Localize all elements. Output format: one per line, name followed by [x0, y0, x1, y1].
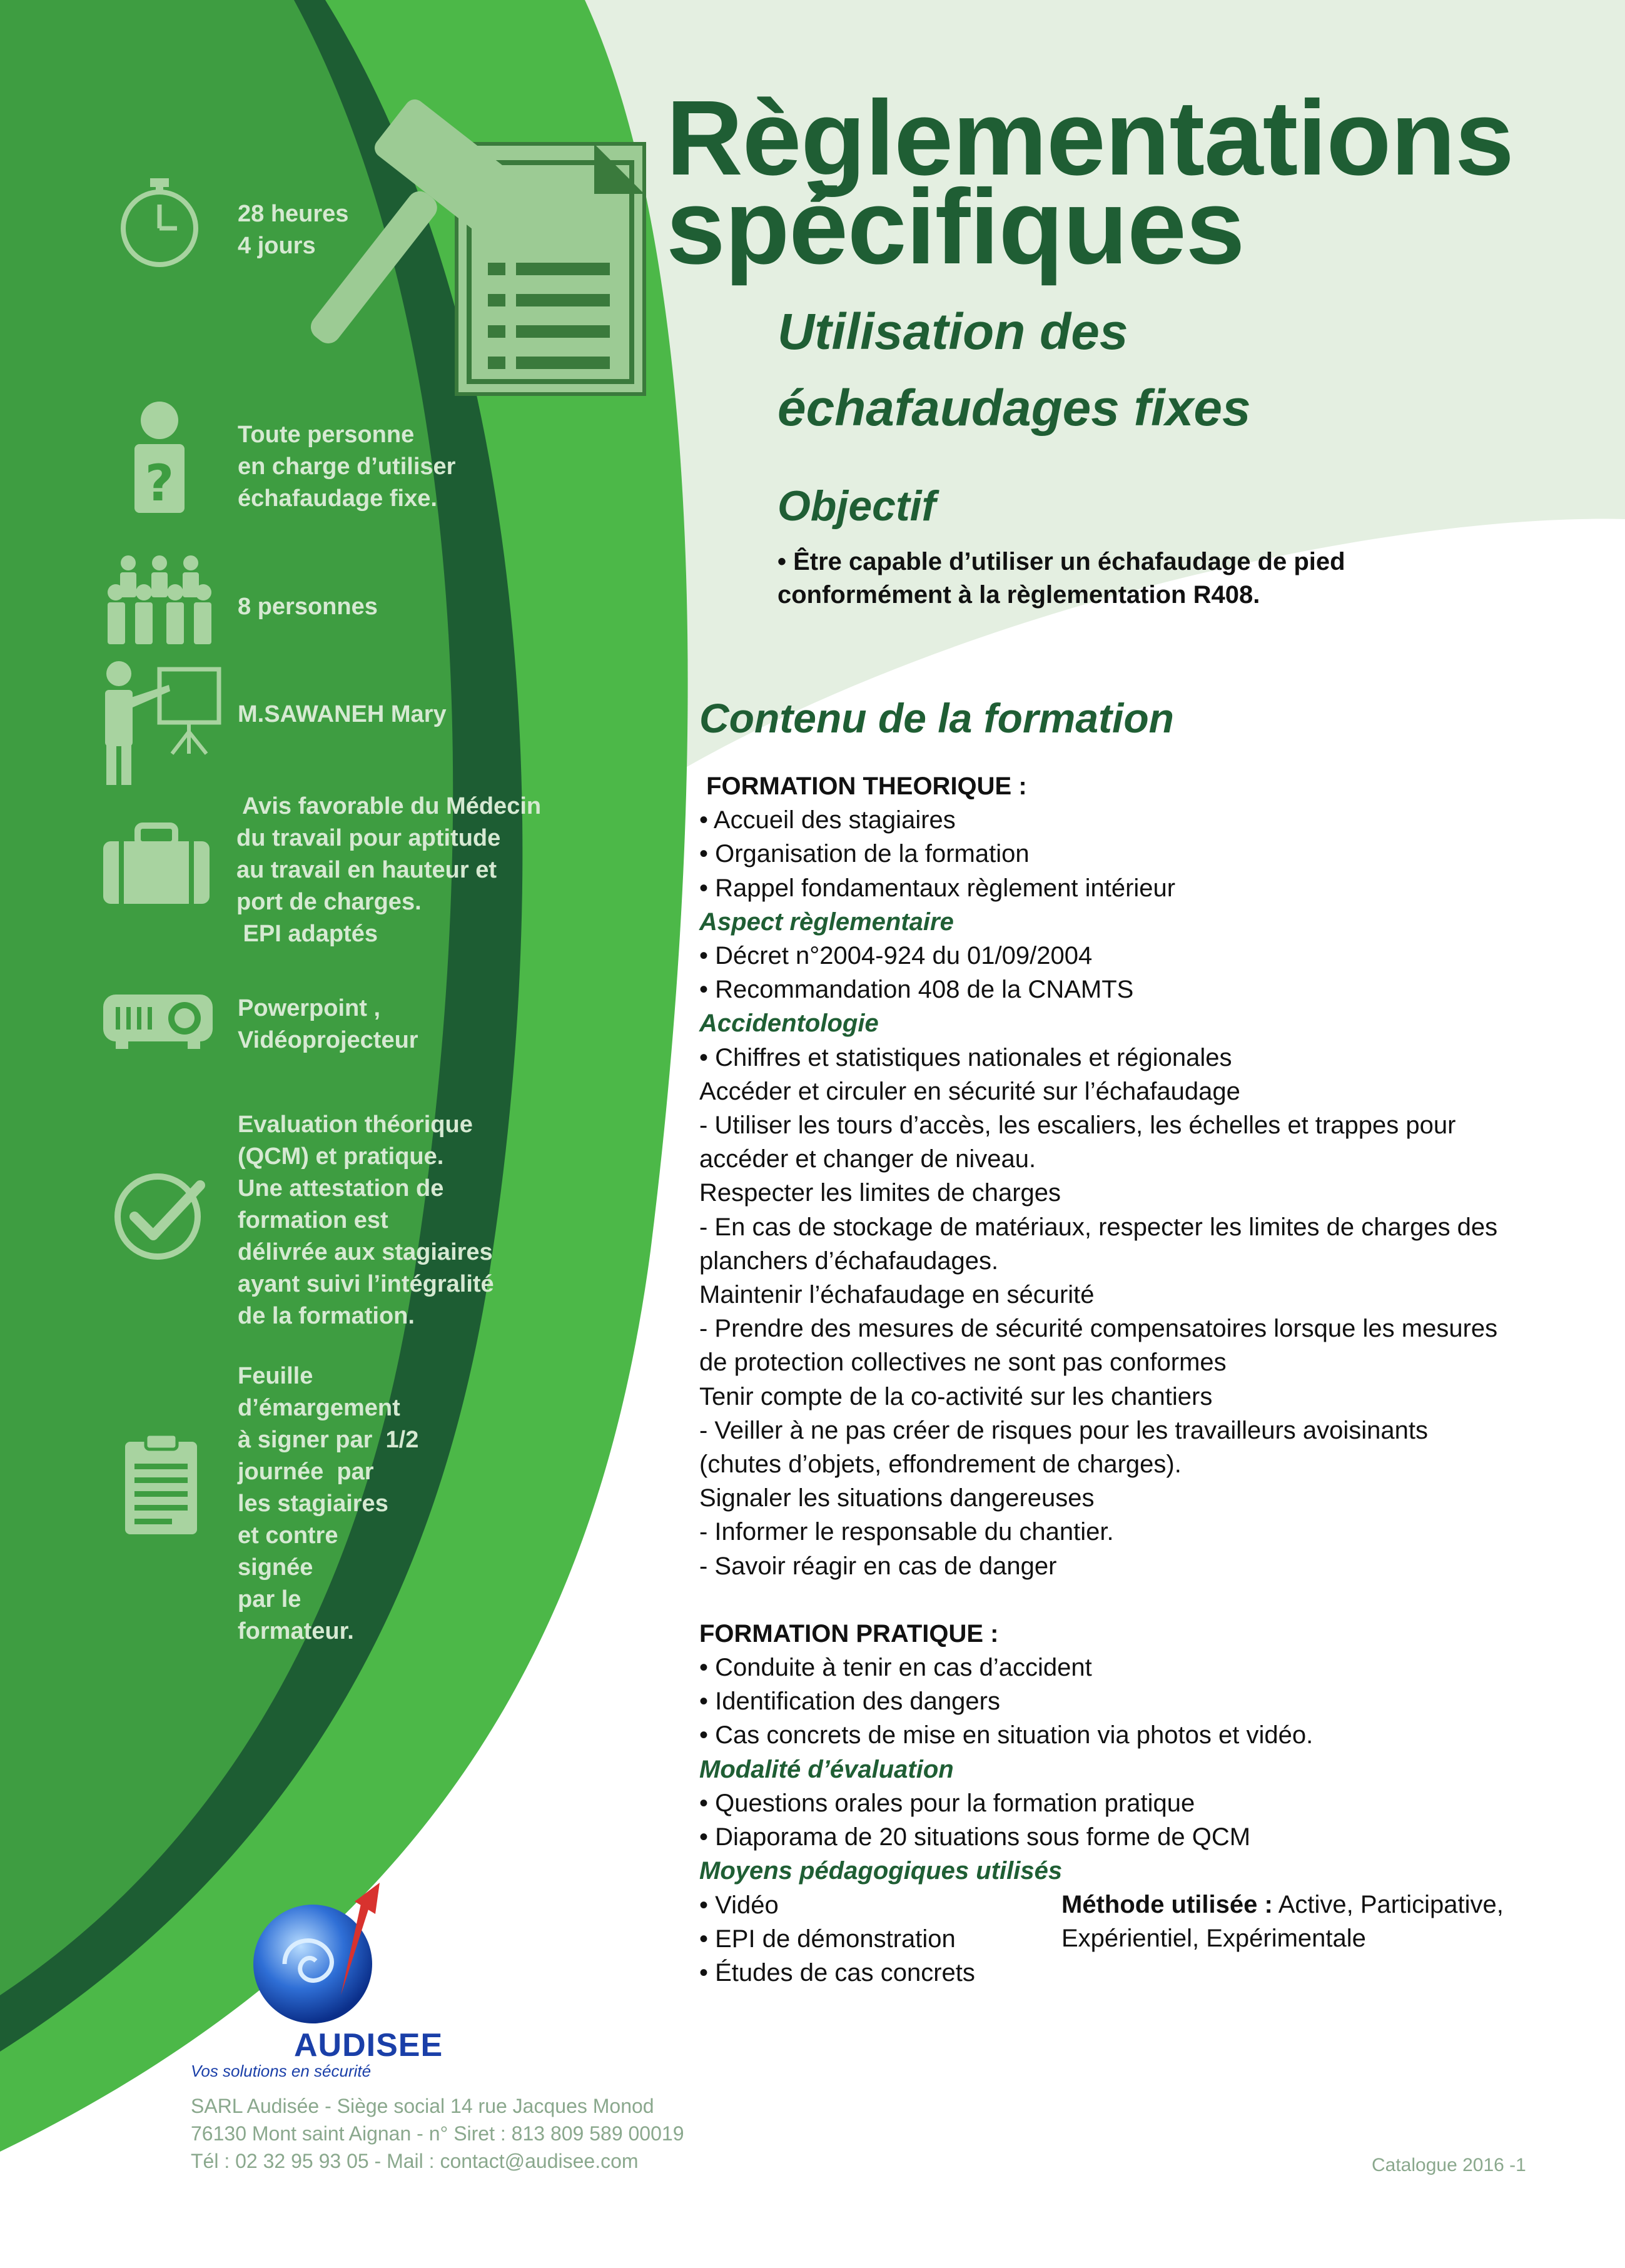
objectif-text: [777, 545, 1345, 612]
prerequisite-line: port de charges.: [236, 889, 422, 915]
equipment-line: Vidéoprojecteur: [238, 1027, 418, 1053]
methode-value: Expérientiel, Expérimentale: [1061, 1925, 1366, 1953]
moyens-heading: Moyens pédagogiques utilisés: [699, 1857, 1063, 1885]
footer-line: SARL Audisée - Siège social 14 rue Jacques Monod: [191, 2095, 654, 2117]
group-icon: [106, 554, 213, 644]
evaluation-line: délivrée aux stagiaires: [238, 1239, 493, 1265]
evaluation-line: (QCM) et pratique.: [238, 1143, 444, 1170]
footer-line: 76130 Mont saint Aignan - n° Siret : 813 809 589 00019: [191, 2122, 684, 2145]
participants-count: 8 personnes: [238, 594, 378, 620]
equipment-text: [238, 993, 418, 1056]
list-item: • Diaporama de 20 situations sous forme de QCM: [699, 1823, 1251, 1851]
public-line: en charge d’utiliser: [238, 453, 456, 480]
attendance-line: les stagiaires: [238, 1491, 388, 1517]
attendance-line: signée: [238, 1554, 313, 1581]
logo-tagline: Vos solutions en sécurité: [191, 2062, 372, 2080]
title-line: spécifiques: [666, 168, 1245, 286]
page-subtitle: [777, 294, 1251, 447]
pratique-heading: FORMATION PRATIQUE :: [699, 1619, 999, 1648]
prerequisite-line: du travail pour aptitude: [236, 825, 501, 851]
list-item: • Chiffres et statistiques nationales et régionales: [699, 1043, 1232, 1071]
list-item: • EPI de démonstration: [699, 1925, 956, 1953]
spacer: [699, 1583, 1497, 1617]
evaluation-text: [238, 1109, 494, 1332]
objectif-line: • Être capable d’utiliser un échafaudage de pied: [777, 548, 1345, 575]
contenu-body: [699, 769, 1497, 1990]
footer-line: Tél : 02 32 95 93 05 - Mail : contact@audisee.com: [191, 2150, 639, 2172]
prerequisite-line: au travail en hauteur et: [236, 857, 497, 883]
attendance-line: à signer par 1/2: [238, 1427, 419, 1453]
attendance-line: d’émargement: [238, 1395, 400, 1421]
gavel-document-icon: [269, 94, 682, 444]
projector-icon: [100, 988, 216, 1051]
page-title: [666, 79, 1514, 286]
list-item: - Prendre des mesures de sécurité compensatoires lorsque les mesures: [699, 1315, 1498, 1343]
svg-text:?: ?: [144, 454, 175, 512]
list-item: • Questions orales pour la formation pratique: [699, 1789, 1195, 1817]
trainer-name: M.SAWANEH Mary: [238, 701, 447, 727]
list-item: Maintenir l’échafaudage en sécurité: [699, 1281, 1095, 1309]
audisee-globe-logo: [247, 1876, 391, 2033]
list-item: - Informer le responsable du chantier.: [699, 1518, 1114, 1546]
catalogue-label: Catalogue 2016 -1: [1372, 2155, 1526, 2175]
equipment-line: Powerpoint ,: [238, 995, 380, 1021]
public-text: [238, 419, 455, 515]
list-item: • Conduite à tenir en cas d’accident: [699, 1654, 1092, 1682]
list-item: • Vidéo: [699, 1891, 779, 1919]
evaluation-line: de la formation.: [238, 1303, 415, 1329]
modalite-heading: Modalité d’évaluation: [699, 1755, 954, 1783]
duration-text: [238, 198, 348, 262]
attendance-line: Feuille: [238, 1363, 313, 1389]
methode-label: Méthode utilisée :: [1061, 1891, 1273, 1918]
public-line: échafaudage fixe.: [238, 485, 437, 512]
list-item: - Utiliser les tours d’accès, les escaliers, les échelles et trappes pour: [699, 1111, 1456, 1140]
list-item: Signaler les situations dangereuses: [699, 1484, 1095, 1512]
checkmark-icon: [113, 1167, 210, 1263]
list-item: • Organisation de la formation: [699, 840, 1030, 868]
list-item: planchers d’échafaudages.: [699, 1247, 999, 1275]
evaluation-line: ayant suivi l’intégralité: [238, 1271, 494, 1297]
aspect-heading: Aspect règlementaire: [699, 908, 954, 936]
clipboard-icon: [122, 1432, 200, 1536]
methode-block: [1061, 1888, 1504, 1955]
list-item: accéder et changer de niveau.: [699, 1145, 1036, 1173]
list-item: • Études de cas concrets: [699, 1958, 975, 1987]
subtitle-line: Utilisation des: [777, 303, 1128, 360]
theorique-heading: FORMATION THEORIQUE :: [699, 772, 1027, 800]
list-item: - En cas de stockage de matériaux, respecter les limites de charges des: [699, 1213, 1498, 1241]
list-item: • Accueil des stagiaires: [699, 806, 956, 834]
footer-address: [191, 2092, 684, 2175]
list-item: Respecter les limites de charges: [699, 1179, 1061, 1207]
list-item: (chutes d’objets, effondrement de charges).: [699, 1450, 1182, 1479]
evaluation-line: formation est: [238, 1207, 388, 1233]
accidentologie-heading: Accidentologie: [699, 1010, 879, 1038]
evaluation-line: Evaluation théorique: [238, 1111, 473, 1138]
duration-hours: 28 heures: [238, 201, 349, 227]
list-item: - Savoir réagir en cas de danger: [699, 1552, 1057, 1580]
stopwatch-icon: [116, 172, 203, 272]
title-line: Règlementations: [666, 79, 1514, 198]
list-item: • Décret n°2004-924 du 01/09/2004: [699, 942, 1093, 970]
evaluation-line: Une attestation de: [238, 1175, 444, 1202]
list-item: • Identification des dangers: [699, 1688, 1000, 1716]
objectif-line: conformément à la règlementation R408.: [777, 581, 1260, 609]
list-item: - Veiller à ne pas créer de risques pour les travailleurs avoisinants: [699, 1416, 1429, 1444]
subtitle-line: échafaudages fixes: [777, 380, 1251, 437]
public-line: Toute personne: [238, 422, 415, 448]
attendance-line: formateur.: [238, 1618, 354, 1644]
attendance-line: journée par: [238, 1459, 374, 1485]
list-item: • Recommandation 408 de la CNAMTS: [699, 976, 1134, 1004]
list-item: Accéder et circuler en sécurité sur l’échafaudage: [699, 1077, 1240, 1105]
methode-value: Active, Participative,: [1272, 1891, 1504, 1918]
attendance-line: et contre: [238, 1522, 338, 1549]
person-question-icon: [128, 400, 191, 513]
attendance-text: [238, 1360, 418, 1648]
list-item: de protection collectives ne sont pas conformes: [699, 1349, 1227, 1377]
objectif-heading: Objectif: [777, 482, 936, 530]
list-item: • Rappel fondamentaux règlement intérieur: [699, 874, 1176, 902]
list-item: Tenir compte de la co-activité sur les chantiers: [699, 1382, 1213, 1410]
trainer-board-icon: [100, 660, 222, 785]
duration-days: 4 jours: [238, 233, 316, 259]
prerequisite-line: Avis favorable du Médecin: [236, 793, 542, 819]
attendance-line: par le: [238, 1586, 301, 1612]
contenu-heading: Contenu de la formation: [699, 695, 1174, 741]
briefcase-icon: [100, 823, 213, 907]
prerequisite-line: EPI adaptés: [236, 921, 378, 947]
logo-name: AUDISEE: [294, 2027, 443, 2063]
list-item: • Cas concrets de mise en situation via photos et vidéo.: [699, 1721, 1314, 1749]
prerequisites-text: [236, 791, 541, 950]
